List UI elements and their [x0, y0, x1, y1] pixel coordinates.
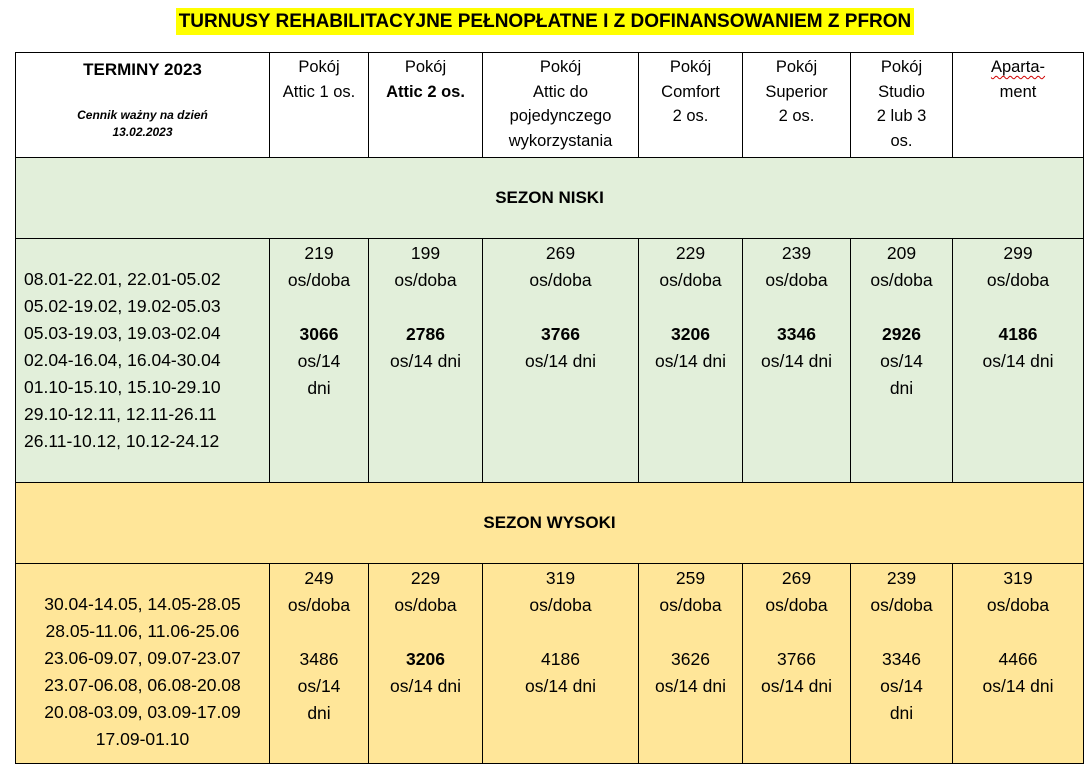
cell-text: 259	[675, 568, 706, 588]
high-price-comfort	[639, 564, 743, 764]
cell-text: 3626	[671, 649, 710, 669]
cell-text: 17.09-01.10	[95, 729, 190, 749]
cell-text: 229	[675, 243, 706, 263]
cell-text: os/doba	[529, 270, 592, 290]
cell-text: 2926	[882, 324, 921, 344]
cell-text: 02.04-16.04, 16.04-30.04	[24, 350, 221, 370]
cell-text: 23.07-06.08, 06.08-20.08	[44, 675, 241, 695]
cell-text: 3766	[777, 649, 816, 669]
cell-text: os/doba	[529, 595, 592, 615]
price-table	[15, 52, 1084, 764]
cell-text: 219	[304, 243, 334, 263]
high-price-superior	[743, 564, 851, 764]
cell-text: 229	[410, 568, 441, 588]
spacer	[369, 619, 482, 646]
cell-text: 199	[410, 243, 441, 263]
page-title: TURNUSY REHABILITACYJNE PEŁNOPŁATNE I Z DOFINANSOWANIEM Z PFRON	[176, 8, 915, 35]
header-attic-2	[369, 53, 483, 158]
cell-text: 319	[1003, 568, 1033, 588]
cell-text: 4186	[998, 324, 1038, 344]
cell-text: os.	[890, 131, 913, 150]
cell-text: 08.01-22.01, 22.01-05.02	[24, 269, 221, 289]
spacer	[851, 619, 952, 646]
low-season-row	[16, 158, 1084, 239]
low-season-label: SEZON NISKI	[16, 158, 1084, 239]
low-price-studio	[851, 239, 953, 483]
cell-text: Attic 2 os.	[386, 82, 465, 101]
cell-text: os/doba	[287, 270, 351, 290]
cell-text: 3346	[777, 324, 816, 344]
spacer	[743, 294, 850, 321]
cell-text: 26.11-10.12, 10.12-24.12	[24, 431, 220, 451]
cell-text: 01.10-15.10, 15.10-29.10	[24, 377, 221, 397]
cell-text: os/doba	[765, 270, 828, 290]
high-season-label: SEZON WYSOKI	[16, 483, 1084, 564]
high-price-attic-2	[369, 564, 483, 764]
cell-text: Pokój	[404, 58, 447, 76]
price-note-line1: Cennik ważny na dzień	[77, 108, 208, 122]
cell-text: 2786	[406, 324, 445, 344]
cell-text: 269	[781, 568, 812, 588]
cell-text: dni	[889, 378, 914, 398]
cell-text: 3206	[406, 649, 445, 669]
cell-text: 29.10-12.11, 12.11-26.11	[24, 404, 217, 424]
cell-text: os/doba	[659, 595, 722, 615]
cell-text: dni	[307, 703, 331, 723]
cell-text: Aparta-	[990, 58, 1046, 76]
high-season-prices-row	[16, 564, 1084, 764]
header-superior	[743, 53, 851, 158]
cell-text: os/doba	[870, 595, 933, 615]
price-note	[16, 107, 269, 141]
spacer	[270, 619, 368, 646]
cell-text: os/doba	[986, 270, 1050, 290]
cell-text: os/doba	[287, 595, 351, 615]
cell-text: os/14	[297, 351, 341, 371]
cell-text: os/14 dni	[524, 676, 597, 696]
page-title-wrap	[0, 8, 1090, 35]
cell-text: 3766	[541, 324, 580, 344]
header-attic-1	[270, 53, 369, 158]
cell-text: os/14 dni	[389, 351, 462, 371]
spacer	[953, 619, 1083, 646]
cell-text: 319	[545, 568, 576, 588]
header-apartment	[953, 53, 1084, 158]
cell-text: 249	[304, 568, 334, 588]
cell-text: 05.03-19.03, 19.03-02.04	[24, 323, 221, 343]
high-price-apartment	[953, 564, 1084, 764]
cell-text: Superior	[765, 82, 828, 101]
cell-text: os/14 dni	[654, 351, 727, 371]
cell-text: Pokój	[298, 58, 340, 76]
cell-text: 2 lub 3	[876, 107, 927, 125]
terms-header-cell	[16, 53, 270, 158]
cell-text: os/doba	[986, 595, 1050, 615]
cell-text: os/14 dni	[524, 351, 597, 371]
cell-text: 3206	[671, 324, 710, 344]
low-price-comfort	[639, 239, 743, 483]
cell-text: 239	[781, 243, 812, 263]
cell-text: 4466	[998, 649, 1038, 669]
cell-text: os/14	[297, 676, 341, 696]
cell-text: 299	[1003, 243, 1033, 263]
low-price-attic-2	[369, 239, 483, 483]
spacer	[483, 294, 638, 321]
cell-text: 20.08-03.09, 03.09-17.09	[44, 702, 241, 722]
cell-text: os/doba	[659, 270, 722, 290]
low-price-superior	[743, 239, 851, 483]
cell-text: Pokój	[669, 58, 712, 76]
cell-text: os/doba	[394, 595, 457, 615]
cell-text: os/14 dni	[760, 676, 833, 696]
header-attic-single	[483, 53, 639, 158]
spacer	[743, 619, 850, 646]
spacer	[639, 294, 742, 321]
cell-text: 239	[886, 568, 917, 588]
spacer	[953, 294, 1083, 321]
cell-text: os/14	[880, 676, 923, 696]
cell-text: Comfort	[661, 82, 720, 101]
cell-text: 2 os.	[672, 107, 709, 125]
cell-text: 209	[886, 243, 917, 263]
cell-text: Attic 1 os.	[282, 82, 356, 101]
cell-text: Studio	[878, 82, 925, 101]
low-price-apartment	[953, 239, 1084, 483]
cell-text: 3066	[299, 324, 339, 344]
high-price-attic-1	[270, 564, 369, 764]
cell-text: 3486	[299, 649, 339, 669]
low-price-attic-1	[270, 239, 369, 483]
spacer	[639, 619, 742, 646]
cell-text: dni	[889, 703, 914, 723]
cell-text: Attic do	[532, 82, 589, 101]
high-price-studio	[851, 564, 953, 764]
header-row	[16, 53, 1084, 158]
cell-text: os/doba	[870, 270, 933, 290]
cell-text: 23.06-09.07, 09.07-23.07	[44, 648, 241, 668]
low-season-prices-row	[16, 239, 1084, 483]
cell-text: dni	[307, 378, 331, 398]
header-comfort	[639, 53, 743, 158]
cell-text: 28.05-11.06, 11.06-25.06	[45, 621, 240, 641]
cell-text: 30.04-14.05, 14.05-28.05	[44, 594, 241, 614]
low-season-dates	[16, 239, 270, 483]
high-price-attic-single	[483, 564, 639, 764]
cell-text: pojedynczego	[509, 107, 612, 125]
header-studio	[851, 53, 953, 158]
cell-text: os/14 dni	[389, 676, 462, 696]
price-note-line2: 13.02.2023	[112, 125, 173, 139]
cell-text: 2 os.	[778, 107, 815, 125]
cell-text: 05.02-19.02, 19.02-05.03	[24, 296, 221, 316]
cell-text: os/14 dni	[982, 676, 1054, 696]
high-season-row	[16, 483, 1084, 564]
cell-text: Pokój	[539, 58, 582, 76]
cell-text: os/14 dni	[654, 676, 727, 696]
cell-text: 269	[545, 243, 576, 263]
spacer	[851, 294, 952, 321]
cell-text: os/doba	[765, 595, 828, 615]
cell-text: ment	[999, 82, 1037, 101]
cell-text: 4186	[541, 649, 580, 669]
high-season-dates	[16, 564, 270, 764]
cell-text: Pokój	[880, 58, 923, 76]
cell-text: 3346	[882, 649, 921, 669]
spacer	[483, 619, 638, 646]
cell-text: os/doba	[394, 270, 457, 290]
spacer	[369, 294, 482, 321]
cell-text: os/14	[880, 351, 923, 371]
terms-title: TERMINY 2023	[83, 60, 202, 79]
cell-text: Pokój	[775, 58, 818, 76]
low-price-attic-single	[483, 239, 639, 483]
cell-text: os/14 dni	[760, 351, 833, 371]
cell-text: wykorzystania	[508, 131, 613, 150]
spacer	[270, 294, 368, 321]
cell-text: os/14 dni	[982, 351, 1054, 371]
